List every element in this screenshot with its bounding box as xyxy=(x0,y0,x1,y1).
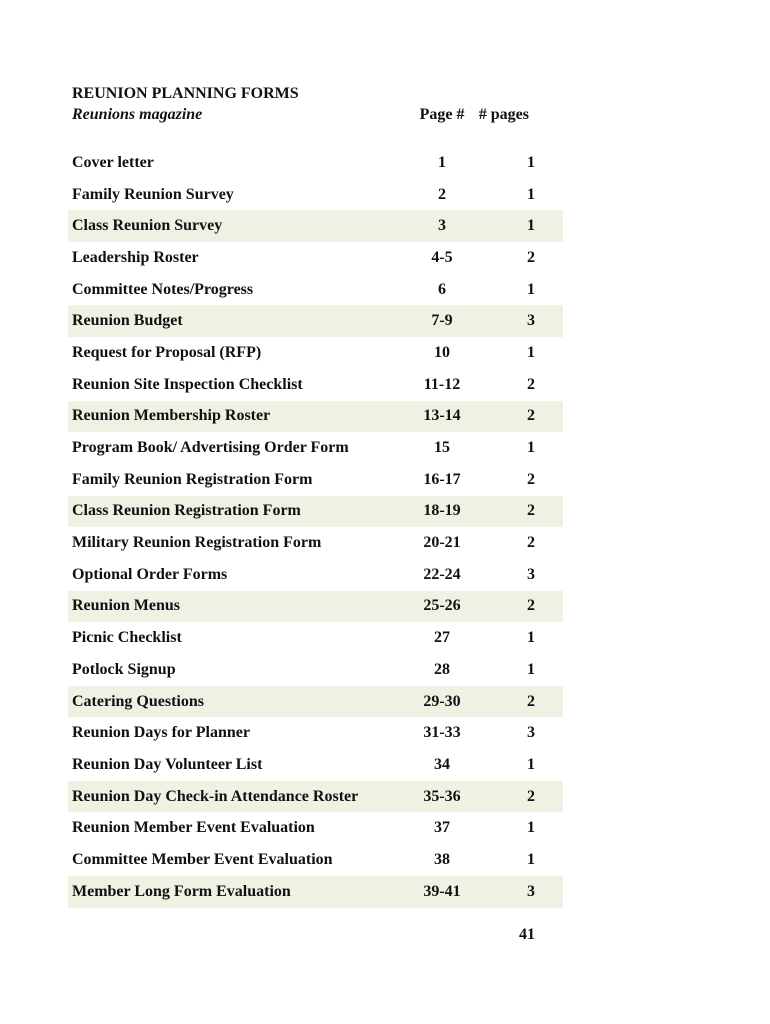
table-row xyxy=(68,369,563,401)
total-pages: 41 xyxy=(519,926,535,943)
table-row xyxy=(68,305,563,337)
page-number: 4-5 xyxy=(431,248,453,266)
form-name: Reunion Menus xyxy=(72,597,181,615)
page-count: 1 xyxy=(527,217,535,235)
page-count: 1 xyxy=(527,439,535,457)
form-name: Potlock Signup xyxy=(72,660,176,678)
page-number: 28 xyxy=(434,660,450,678)
table-row xyxy=(68,686,563,718)
form-name: Cover letter xyxy=(72,153,154,171)
table-row xyxy=(68,432,563,464)
table-row xyxy=(68,749,563,781)
page-number: 3 xyxy=(438,217,446,235)
page-count: 3 xyxy=(527,565,535,583)
page-count: 1 xyxy=(527,755,535,773)
page-number: 38 xyxy=(434,850,450,868)
table-row xyxy=(68,147,563,179)
forms-document xyxy=(68,84,568,908)
document-title: REUNION PLANNING FORMS xyxy=(72,85,299,102)
form-name: Committee Notes/Progress xyxy=(72,280,254,298)
form-name: Request for Proposal (RFP) xyxy=(72,343,262,361)
page-count: 2 xyxy=(527,470,535,488)
page-count: 1 xyxy=(527,819,535,837)
page-count: 3 xyxy=(527,882,535,900)
form-name: Reunion Day Check-in Attendance Roster xyxy=(72,787,359,805)
form-name: Reunion Budget xyxy=(72,312,183,330)
page-count: 2 xyxy=(527,787,535,805)
page-number: 25-26 xyxy=(423,597,461,615)
page-count: 3 xyxy=(527,312,535,330)
page-count: 1 xyxy=(527,185,535,203)
form-name: Family Reunion Survey xyxy=(72,185,234,203)
page-number: 37 xyxy=(434,819,450,837)
table-row xyxy=(68,242,563,274)
page-number: 22-24 xyxy=(423,565,461,583)
page-number: 16-17 xyxy=(423,470,461,488)
table-row xyxy=(68,591,563,623)
page-count: 2 xyxy=(527,407,535,425)
page-count: 1 xyxy=(527,280,535,298)
form-name: Reunion Site Inspection Checklist xyxy=(72,375,303,393)
form-name: Reunion Membership Roster xyxy=(72,407,271,425)
form-name: Picnic Checklist xyxy=(72,629,182,647)
page-number: 34 xyxy=(434,755,450,773)
form-name: Catering Questions xyxy=(72,692,204,710)
page-number: 20-21 xyxy=(423,534,461,552)
form-name: Reunion Day Volunteer List xyxy=(72,755,263,773)
table-row xyxy=(68,717,563,749)
form-name: Family Reunion Registration Form xyxy=(72,470,313,488)
page-number: 10 xyxy=(434,343,450,361)
page-count-header: # pages xyxy=(478,106,529,123)
page-number: 1 xyxy=(438,153,446,171)
page-count: 1 xyxy=(527,629,535,647)
form-name: Member Long Form Evaluation xyxy=(72,882,291,900)
form-name: Military Reunion Registration Form xyxy=(72,534,322,552)
document-subtitle: Reunions magazine xyxy=(72,106,203,123)
page-number: 13-14 xyxy=(423,407,461,425)
table-row xyxy=(68,844,563,876)
form-name: Committee Member Event Evaluation xyxy=(72,850,333,868)
page-count: 1 xyxy=(527,660,535,678)
table-row xyxy=(68,337,563,369)
page-count: 3 xyxy=(527,724,535,742)
table-row xyxy=(68,812,563,844)
table-row xyxy=(68,496,563,528)
table-row xyxy=(68,654,563,686)
column-header-row xyxy=(68,104,568,126)
form-name: Leadership Roster xyxy=(72,248,199,266)
page-number: 35-36 xyxy=(423,787,461,805)
page-number: 11-12 xyxy=(423,375,461,393)
page-count: 2 xyxy=(527,597,535,615)
page-number-header: Page # xyxy=(419,106,465,123)
table-row xyxy=(68,622,563,654)
page-count: 1 xyxy=(527,153,535,171)
table-row xyxy=(68,876,563,908)
page-count: 2 xyxy=(527,692,535,710)
table-row xyxy=(68,559,563,591)
page-number: 6 xyxy=(438,280,446,298)
page-number: 18-19 xyxy=(423,502,461,520)
page-number: 27 xyxy=(434,629,450,647)
page-number: 29-30 xyxy=(423,692,461,710)
form-name: Optional Order Forms xyxy=(72,565,228,583)
table-row xyxy=(68,781,563,813)
page-count: 2 xyxy=(527,375,535,393)
table-row xyxy=(68,179,563,211)
form-name: Reunion Days for Planner xyxy=(72,724,250,742)
page-number: 39-41 xyxy=(423,882,461,900)
form-name: Program Book/ Advertising Order Form xyxy=(72,439,349,457)
page-number: 2 xyxy=(438,185,446,203)
page-count: 1 xyxy=(527,850,535,868)
form-name: Class Reunion Registration Form xyxy=(72,502,301,520)
form-name: Reunion Member Event Evaluation xyxy=(72,819,315,837)
page-count: 2 xyxy=(527,248,535,266)
page-number: 31-33 xyxy=(423,724,461,742)
page-number: 15 xyxy=(434,439,450,457)
form-name: Class Reunion Survey xyxy=(72,217,223,235)
page-count: 2 xyxy=(527,502,535,520)
page-count: 2 xyxy=(527,534,535,552)
table-row xyxy=(68,274,563,306)
table-row xyxy=(68,464,563,496)
table-row xyxy=(68,210,563,242)
forms-table xyxy=(68,147,568,908)
table-row xyxy=(68,401,563,433)
page-number: 7-9 xyxy=(431,312,453,330)
table-row xyxy=(68,527,563,559)
page-count: 1 xyxy=(527,343,535,361)
